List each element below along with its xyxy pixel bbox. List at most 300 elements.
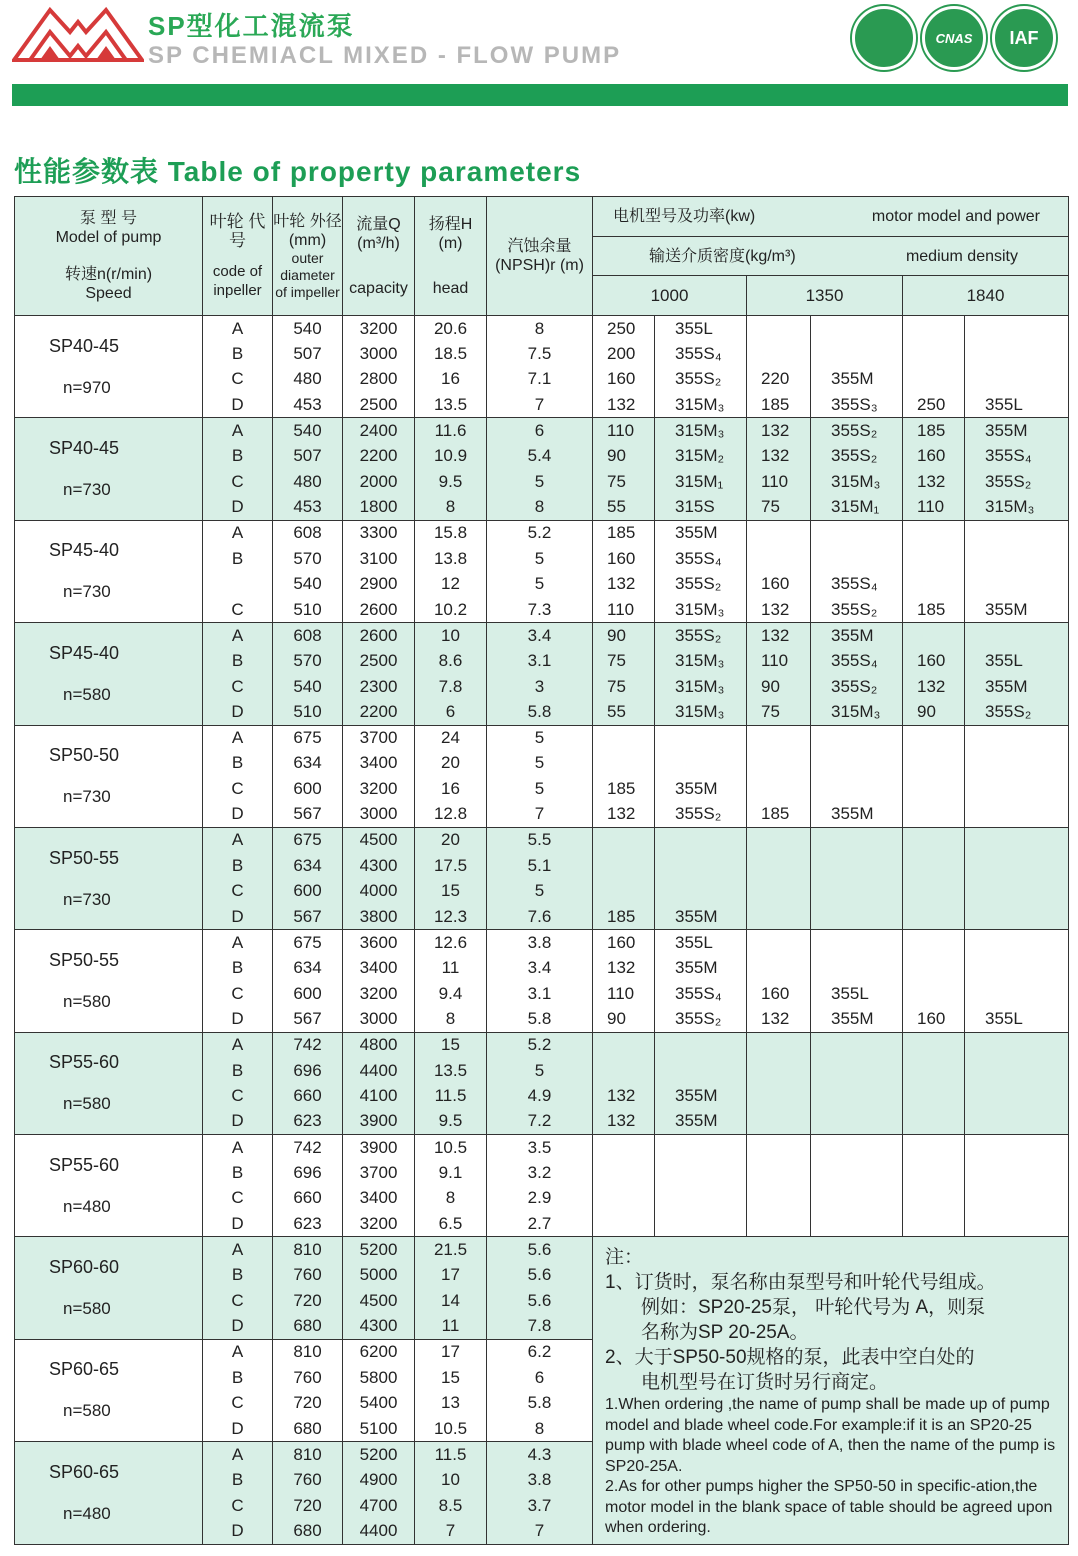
power-1350: 132 [747, 443, 811, 469]
power-1350 [747, 853, 811, 879]
power-1350: 110 [747, 648, 811, 674]
npsh: 4.3 [487, 1442, 593, 1468]
motor-1000: 315M₃ [655, 597, 747, 623]
npsh: 7.2 [487, 1109, 593, 1135]
motor-1000 [655, 827, 747, 853]
impeller-code [203, 571, 273, 597]
header-npsh: 汽蚀余量 (NPSH)r (m) [487, 197, 593, 316]
motor-1000: 355S₂ [655, 1007, 747, 1033]
head: 18.5 [415, 341, 487, 367]
header-code [203, 197, 273, 316]
note-en-paragraph: 2.As for other pumps higher the SP50-50 in specific-ation,the motor model in the blank space of table should be agreed upon when ordering. [605, 1478, 1053, 1537]
head: 16 [415, 776, 487, 802]
impeller-diameter: 540 [273, 418, 343, 444]
npsh: 3.2 [487, 1160, 593, 1186]
impeller-code: D [203, 1416, 273, 1442]
power-1350: 132 [747, 1007, 811, 1033]
npsh: 5 [487, 725, 593, 751]
motor-1840: 355M [965, 418, 1069, 444]
pump-model: SP50-55 [49, 847, 120, 868]
head: 13.8 [415, 546, 487, 572]
pump-model: SP45-40 [49, 540, 120, 561]
motor-1840 [965, 981, 1069, 1007]
capacity: 3900 [343, 1135, 415, 1161]
pump-model: SP40-45 [49, 438, 120, 459]
pump-speed: n=730 [63, 787, 111, 807]
iaf-badge-icon: IAF [992, 6, 1056, 70]
power-1000 [593, 853, 655, 879]
impeller-diameter: 540 [273, 674, 343, 700]
head: 11.5 [415, 1442, 487, 1468]
impeller-code: A [203, 725, 273, 751]
motor-1000 [655, 1135, 747, 1161]
cnas-badge-icon: CNAS [922, 6, 986, 70]
header-capacity-cn: 流量Q (m³/h) [356, 215, 401, 252]
power-1000: 75 [593, 674, 655, 700]
power-1000: 185 [593, 520, 655, 546]
motor-1000: 315M₃ [655, 699, 747, 725]
power-1840 [903, 776, 965, 802]
impeller-diameter: 742 [273, 1032, 343, 1058]
power-1000: 90 [593, 623, 655, 649]
motor-1350: 355S₂ [811, 597, 903, 623]
power-1000: 160 [593, 930, 655, 956]
impeller-diameter: 810 [273, 1442, 343, 1468]
impeller-code: B [203, 751, 273, 777]
power-1840 [903, 955, 965, 981]
capacity: 4100 [343, 1083, 415, 1109]
motor-1000: 355S₄ [655, 341, 747, 367]
motor-1840: 355M [965, 674, 1069, 700]
pump-model-cell [15, 623, 203, 725]
capacity: 3900 [343, 1109, 415, 1135]
impeller-diameter: 660 [273, 1186, 343, 1212]
impeller-code: A [203, 1135, 273, 1161]
capacity: 3400 [343, 1186, 415, 1212]
pump-model: SP50-50 [49, 745, 120, 766]
motor-1000: 315S [655, 495, 747, 521]
head: 10.5 [415, 1416, 487, 1442]
header-model-cn: 泵 型 号 [80, 210, 137, 227]
power-1350 [747, 1058, 811, 1084]
power-1350 [747, 904, 811, 930]
power-1840 [903, 546, 965, 572]
npsh: 5.8 [487, 699, 593, 725]
power-1350: 160 [747, 981, 811, 1007]
capacity: 4500 [343, 1288, 415, 1314]
head: 12.3 [415, 904, 487, 930]
motor-1350 [811, 1083, 903, 1109]
power-1000 [593, 1160, 655, 1186]
power-1350: 75 [747, 495, 811, 521]
impeller-code: A [203, 1237, 273, 1263]
head: 24 [415, 725, 487, 751]
impeller-code: C [203, 1186, 273, 1212]
npsh: 8 [487, 1416, 593, 1442]
header-capacity [343, 197, 415, 316]
power-1350 [747, 1211, 811, 1237]
impeller-diameter: 540 [273, 316, 343, 342]
motor-1350 [811, 751, 903, 777]
section-title: 性能参数表 Table of property parameters [14, 156, 582, 187]
head: 10 [415, 623, 487, 649]
motor-1840 [965, 623, 1069, 649]
pump-model-cell [15, 418, 203, 520]
header-capacity-en: capacity [349, 279, 408, 297]
power-1000: 132 [593, 1109, 655, 1135]
npsh: 5 [487, 546, 593, 572]
header-speed-en: Speed [85, 285, 132, 302]
impeller-diameter: 680 [273, 1314, 343, 1340]
power-1840: 110 [903, 495, 965, 521]
head: 17 [415, 1262, 487, 1288]
note-cn-line: 注： [605, 1247, 644, 1269]
table-row [15, 316, 1069, 342]
impeller-diameter: 660 [273, 1083, 343, 1109]
capacity: 6200 [343, 1339, 415, 1365]
motor-1840: 355S₄ [965, 443, 1069, 469]
head: 8.5 [415, 1493, 487, 1519]
power-1840 [903, 1186, 965, 1212]
impeller-diameter: 696 [273, 1058, 343, 1084]
head: 13.5 [415, 392, 487, 418]
head: 9.5 [415, 1109, 487, 1135]
npsh: 8 [487, 316, 593, 342]
capacity: 3700 [343, 725, 415, 751]
power-1000 [593, 725, 655, 751]
motor-1840 [965, 367, 1069, 393]
npsh: 3.4 [487, 955, 593, 981]
power-1840: 160 [903, 648, 965, 674]
head: 20.6 [415, 316, 487, 342]
motor-1000: 355S₂ [655, 367, 747, 393]
impeller-diameter: 510 [273, 597, 343, 623]
motor-1350: 315M₃ [811, 469, 903, 495]
motor-1840 [965, 1032, 1069, 1058]
motor-1840 [965, 725, 1069, 751]
capacity: 3300 [343, 520, 415, 546]
power-1000: 185 [593, 904, 655, 930]
head: 11.6 [415, 418, 487, 444]
power-1350 [747, 725, 811, 751]
capacity: 5200 [343, 1442, 415, 1468]
header-density-1000: 1000 [593, 276, 747, 316]
motor-1350 [811, 316, 903, 342]
power-1350 [747, 1109, 811, 1135]
motor-1350: 315M₃ [811, 699, 903, 725]
pump-speed: n=970 [63, 377, 111, 397]
head: 12 [415, 571, 487, 597]
motor-1840 [965, 546, 1069, 572]
npsh: 3.7 [487, 1493, 593, 1519]
impeller-code: C [203, 776, 273, 802]
impeller-code: A [203, 930, 273, 956]
impeller-diameter: 634 [273, 955, 343, 981]
impeller-diameter: 680 [273, 1518, 343, 1544]
motor-1350 [811, 879, 903, 905]
pump-speed: n=580 [63, 991, 111, 1011]
motor-1840: 355S₂ [965, 699, 1069, 725]
npsh: 7.3 [487, 597, 593, 623]
head: 15 [415, 1032, 487, 1058]
impeller-code: A [203, 827, 273, 853]
pump-model-cell [15, 1237, 203, 1339]
impeller-code: A [203, 623, 273, 649]
pump-model-cell [15, 1135, 203, 1237]
motor-1000 [655, 725, 747, 751]
power-1840: 250 [903, 392, 965, 418]
motor-1000 [655, 879, 747, 905]
impeller-code: A [203, 316, 273, 342]
npsh: 2.7 [487, 1211, 593, 1237]
impeller-diameter: 567 [273, 802, 343, 828]
head: 10 [415, 1467, 487, 1493]
impeller-diameter: 720 [273, 1288, 343, 1314]
power-1000: 110 [593, 418, 655, 444]
motor-1350 [811, 725, 903, 751]
impeller-code: B [203, 1365, 273, 1391]
head: 11 [415, 1314, 487, 1340]
motor-1350: 315M₁ [811, 495, 903, 521]
motor-1000 [655, 1160, 747, 1186]
power-1840 [903, 827, 965, 853]
header-density-1840: 1840 [903, 276, 1069, 316]
header-code-cn: 叶轮 代号 [209, 212, 266, 250]
pump-model: SP50-55 [49, 949, 120, 970]
impeller-code: D [203, 904, 273, 930]
note-cn-line: 名称为SP 20-25A。 [641, 1322, 809, 1344]
npsh: 5.6 [487, 1288, 593, 1314]
motor-1840 [965, 1160, 1069, 1186]
impeller-diameter: 570 [273, 648, 343, 674]
impeller-diameter: 567 [273, 904, 343, 930]
impeller-diameter: 453 [273, 495, 343, 521]
capacity: 2600 [343, 597, 415, 623]
impeller-diameter: 608 [273, 520, 343, 546]
power-1000: 110 [593, 597, 655, 623]
power-1000 [593, 1186, 655, 1212]
motor-1000 [655, 853, 747, 879]
header-density-en: medium density [905, 247, 1018, 265]
impeller-code: C [203, 879, 273, 905]
power-1350 [747, 1083, 811, 1109]
motor-1000: 315M₃ [655, 418, 747, 444]
impeller-diameter: 634 [273, 751, 343, 777]
impeller-diameter: 680 [273, 1416, 343, 1442]
impeller-diameter: 760 [273, 1467, 343, 1493]
head: 13.5 [415, 1058, 487, 1084]
head: 6 [415, 699, 487, 725]
capacity: 4400 [343, 1058, 415, 1084]
power-1350 [747, 776, 811, 802]
npsh: 7.5 [487, 341, 593, 367]
npsh: 7 [487, 802, 593, 828]
capacity: 2300 [343, 674, 415, 700]
impeller-diameter: 600 [273, 879, 343, 905]
impeller-code: C [203, 1083, 273, 1109]
header-motor-cn: 电机型号及功率(kw) [613, 208, 756, 225]
table-row [15, 827, 1069, 853]
power-1350 [747, 1135, 811, 1161]
table-row [15, 1237, 1069, 1263]
power-1840 [903, 802, 965, 828]
power-1000: 132 [593, 571, 655, 597]
table-row [15, 418, 1069, 444]
pump-model: SP55-60 [49, 1154, 120, 1175]
capacity: 3400 [343, 955, 415, 981]
impeller-diameter: 480 [273, 469, 343, 495]
power-1350: 160 [747, 571, 811, 597]
capacity: 5100 [343, 1416, 415, 1442]
capacity: 2500 [343, 392, 415, 418]
header-diameter-en: outer diameter of impeller [275, 249, 340, 300]
head: 14 [415, 1288, 487, 1314]
power-1840 [903, 1109, 965, 1135]
pump-speed: n=730 [63, 582, 111, 602]
power-1000 [593, 1058, 655, 1084]
capacity: 3800 [343, 904, 415, 930]
impeller-code: C [203, 981, 273, 1007]
motor-1000 [655, 1186, 747, 1212]
capacity: 3100 [343, 546, 415, 572]
ordering-notes [593, 1237, 1069, 1544]
motor-1350: 355S₄ [811, 648, 903, 674]
header-divider-bar [12, 84, 1068, 106]
power-1840 [903, 1211, 965, 1237]
impeller-code: D [203, 1518, 273, 1544]
motor-1840 [965, 955, 1069, 981]
npsh: 3.8 [487, 1467, 593, 1493]
capacity: 5400 [343, 1390, 415, 1416]
npsh: 7.1 [487, 367, 593, 393]
pump-speed: n=480 [63, 1503, 111, 1523]
motor-1350 [811, 1032, 903, 1058]
impeller-diameter: 600 [273, 981, 343, 1007]
motor-1350 [811, 1135, 903, 1161]
head: 9.1 [415, 1160, 487, 1186]
motor-1840 [965, 1083, 1069, 1109]
power-1000: 55 [593, 495, 655, 521]
power-1840 [903, 981, 965, 1007]
npsh: 3.8 [487, 930, 593, 956]
npsh: 5.2 [487, 520, 593, 546]
power-1840 [903, 1160, 965, 1186]
head: 15.8 [415, 520, 487, 546]
power-1350 [747, 751, 811, 777]
motor-1840 [965, 341, 1069, 367]
power-1350: 132 [747, 418, 811, 444]
head: 6.5 [415, 1211, 487, 1237]
header-diameter-cn: 叶轮 外径 (mm) [273, 212, 342, 249]
impeller-code: D [203, 1109, 273, 1135]
motor-1840: 355L [965, 648, 1069, 674]
impeller-code: B [203, 1160, 273, 1186]
motor-1000: 355S₄ [655, 981, 747, 1007]
motor-1350 [811, 904, 903, 930]
impeller-code: D [203, 699, 273, 725]
impeller-diameter: 623 [273, 1109, 343, 1135]
motor-1000: 315M₃ [655, 674, 747, 700]
motor-1840 [965, 520, 1069, 546]
power-1000: 90 [593, 443, 655, 469]
motor-1000: 355S₄ [655, 546, 747, 572]
impeller-diameter: 675 [273, 725, 343, 751]
pump-model-cell [15, 520, 203, 622]
power-1840 [903, 930, 965, 956]
motor-1350 [811, 1109, 903, 1135]
power-1840 [903, 367, 965, 393]
capacity: 5000 [343, 1262, 415, 1288]
motor-1350 [811, 955, 903, 981]
capacity: 2900 [343, 571, 415, 597]
motor-1000: 355L [655, 930, 747, 956]
power-1350 [747, 930, 811, 956]
head: 8 [415, 1186, 487, 1212]
motor-1350 [811, 1160, 903, 1186]
impeller-diameter: 760 [273, 1262, 343, 1288]
motor-1000: 355S₂ [655, 571, 747, 597]
power-1840: 132 [903, 469, 965, 495]
head: 20 [415, 827, 487, 853]
capacity: 3000 [343, 802, 415, 828]
capacity: 5800 [343, 1365, 415, 1391]
power-1840 [903, 853, 965, 879]
capacity: 2400 [343, 418, 415, 444]
motor-1350: 355M [811, 623, 903, 649]
power-1840: 160 [903, 443, 965, 469]
npsh: 5.8 [487, 1390, 593, 1416]
power-1350: 110 [747, 469, 811, 495]
head: 21.5 [415, 1237, 487, 1263]
capacity: 4300 [343, 853, 415, 879]
impeller-code: D [203, 1314, 273, 1340]
power-1840 [903, 725, 965, 751]
capacity: 4000 [343, 879, 415, 905]
motor-1350 [811, 853, 903, 879]
pump-model: SP45-40 [49, 642, 120, 663]
power-1350 [747, 955, 811, 981]
capacity: 2200 [343, 699, 415, 725]
motor-1000: 355M [655, 955, 747, 981]
table-row [15, 623, 1069, 649]
npsh: 3.5 [487, 1135, 593, 1161]
npsh: 3.1 [487, 648, 593, 674]
note-cn-line: 2、大于SP50-50规格的泵，此表中空白处的 [605, 1347, 975, 1369]
power-1000: 110 [593, 981, 655, 1007]
power-1840 [903, 904, 965, 930]
head: 8 [415, 1007, 487, 1033]
motor-1350: 355L [811, 981, 903, 1007]
pump-model: SP60-60 [49, 1257, 120, 1278]
motor-1350 [811, 1058, 903, 1084]
pump-model-cell [15, 316, 203, 418]
company-logo-icon [12, 2, 144, 64]
table-row [15, 1135, 1069, 1161]
npsh: 5 [487, 1058, 593, 1084]
header-density [593, 237, 1069, 276]
npsh: 5 [487, 776, 593, 802]
header-motor-en: motor model and power [871, 208, 1040, 225]
head: 7.8 [415, 674, 487, 700]
capacity: 3200 [343, 776, 415, 802]
head: 9.5 [415, 469, 487, 495]
power-1350 [747, 316, 811, 342]
npsh: 7.6 [487, 904, 593, 930]
header-head-en: head [432, 279, 469, 297]
pump-speed: n=580 [63, 1299, 111, 1319]
impeller-code: C [203, 469, 273, 495]
npsh: 5.4 [487, 443, 593, 469]
